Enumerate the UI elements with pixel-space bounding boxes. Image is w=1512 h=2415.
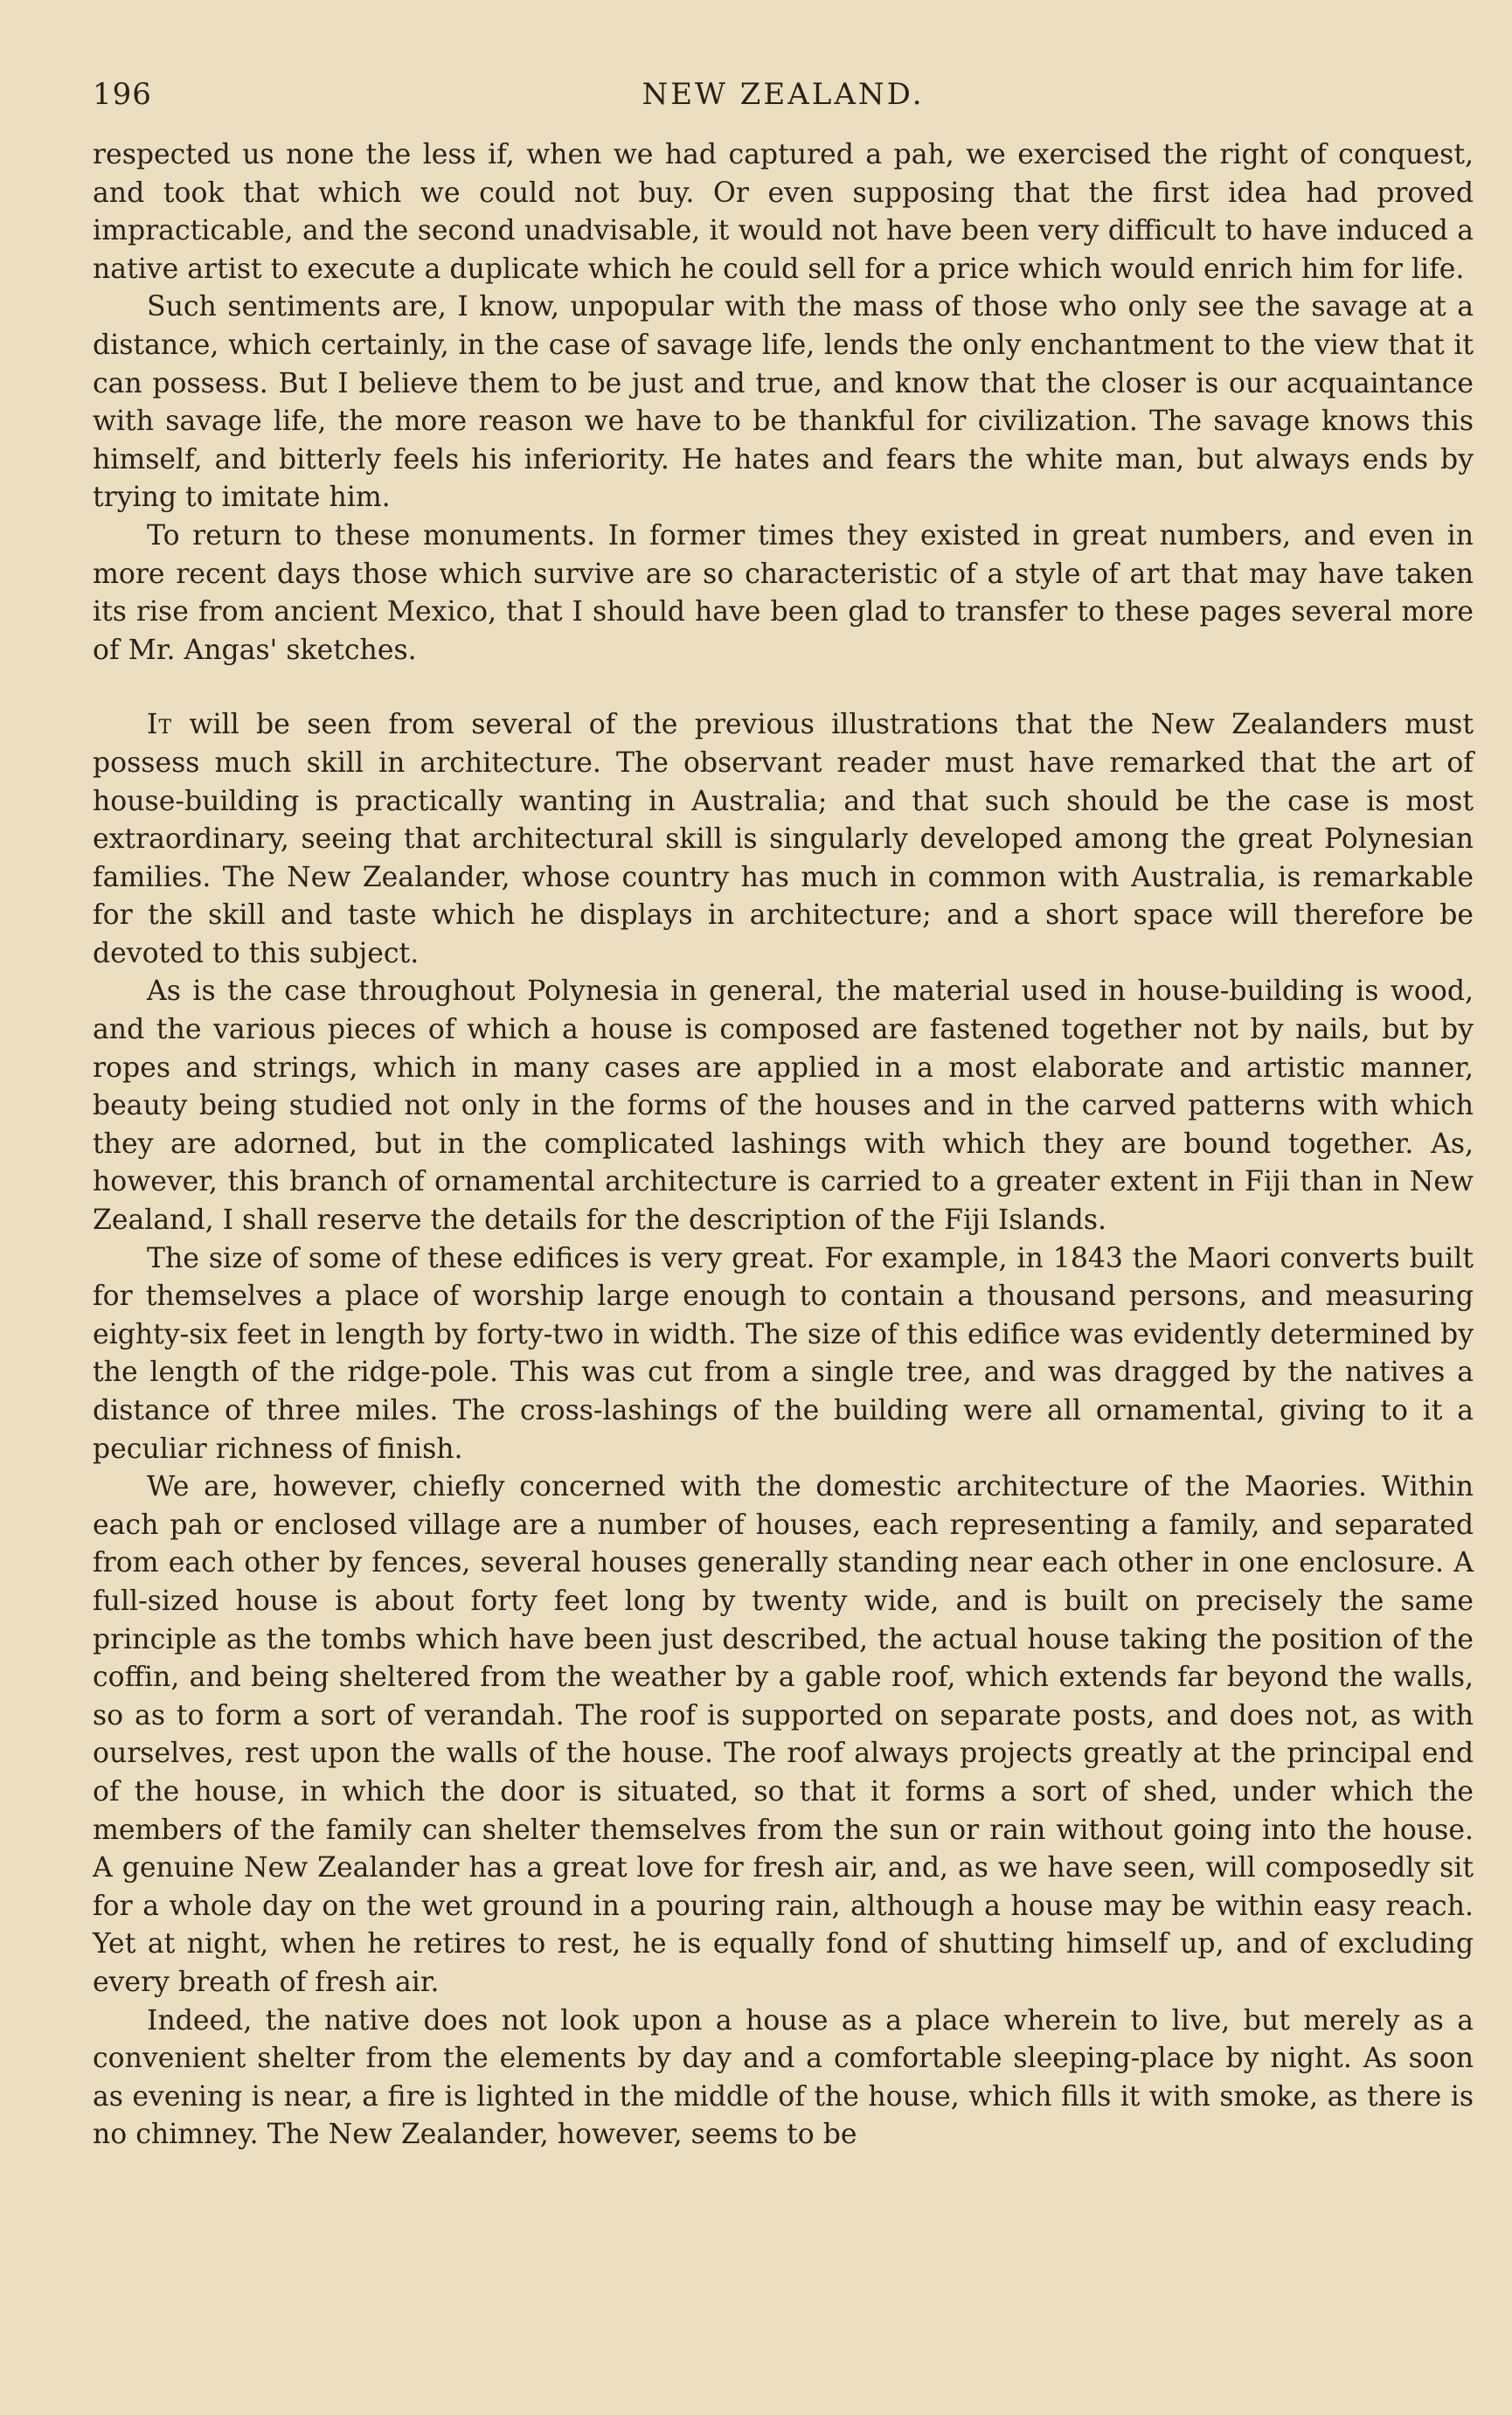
paragraph: We are, however, chiefly concerned with the domestic architecture of the Maories. Within each pah or enclosed village are a number of houses, each representing a family, and separated from each other by fences, several houses generally standing near each other in one enclosure. A full-sized house is about forty feet long by twenty wide, and is built on precisely the same principle as the tombs which have been just described, the actual house taking the position of the coffin, and being sheltered from the weather by a gable roof, which extends far beyond the walls, so as to form a sort of verandah. The roof is supported on separate posts, and does not, as with ourselves, rest upon the walls of the house. The roof always projects greatly at the principal end of the house, in which the door is situated, so that it forms a sort of shed, under which the members of the family can shelter themselves from the sun or rain without going into the house. A genuine New Zealander has a great love for fresh air, and, as we have seen, will composedly sit for a whole day on the wet ground in a pouring rain, although a house may be within easy reach. Yet at night, when he retires to rest, he is equally fond of shutting himself up, and of excluding every breath of fresh air.: [93, 1471, 1474, 1998]
paragraph-continued: respected us none the less if, when we had captured a pah, we exercised the right of conquest, and took that which we could not buy. Or even supposing that the first idea had proved impracticable, and the second unadvisable, it would not have been very difficult to have induced a native artist to execute a duplicate which he could sell for a price which would enrich him for life.: [93, 139, 1474, 285]
paragraph: As is the case throughout Polynesia in general, the material used in house-building is wood, and the various pieces of which a house is composed are fastened together not by nails, but by ropes and strings, which in many cases are applied in a most elaborate and artistic manner, beauty being studied not only in the forms of the houses and in the carved patterns with which they are adorned, but in the complicated lashings with which they are bound together. As, however, this branch of ornamental architecture is carried to a greater extent in Fiji than in New Zealand, I shall reserve the details for the description of the Fiji Islands.: [93, 975, 1474, 1237]
section-lead-word: It: [147, 709, 173, 741]
section-lead-text: will be seen from several of the previous illustrations that the New Zealanders must possess much skill in architecture. The observant reader must have remarked that the art of house-building is practically wanting in Australia; and that such should be the case is most extraordinary, seeing that architectural skill is singularly developed among the great Polynesian families. The New Zealander, whose country has much in common with Australia, is remarkable for the skill and taste which he displays in architecture; and a short space will therefore be devoted to this subject.: [93, 709, 1474, 969]
paragraph: Indeed, the native does not look upon a house as a place wherein to live, but merely as a convenient shelter from the elements by day and a comfortable sleeping-place by night. As soon as evening is near, a fire is lighted in the middle of the house, which fills it with smoke, as there is no chimney. The New Zealander, however, seems to be: [93, 2004, 1474, 2151]
page-number: 196: [93, 77, 152, 112]
paragraph: The size of some of these edifices is very great. For example, in 1843 the Maori converts built for themselves a place of worship large enough to contain a thousand persons, and measuring eighty-six feet in length by forty-two in width. The size of this edifice was evidently determined by the length of the ridge-pole. This was cut from a single tree, and was dragged by the natives a distance of three miles. The cross-lashings of the building were all ornamental, giving to it a peculiar richness of finish.: [93, 1242, 1474, 1465]
running-header: [93, 73, 1474, 126]
paragraph: Such sentiments are, I know, unpopular with the mass of those who only see the savage at a distance, which certainly, in the case of savage life, lends the only enchantment to the view that it can possess. But I believe them to be just and true, and know that the closer is our acquaintance with savage life, the more reason we have to be thankful for civilization. The savage knows this himself, and bitterly feels his inferiority. He hates and fears the white man, but always ends by trying to imitate him.: [93, 291, 1474, 514]
book-page: [93, 73, 1474, 2381]
paragraph-section-start: [93, 706, 1474, 973]
running-title: NEW ZEALAND.: [642, 77, 925, 112]
paragraph: To return to these monuments. In former times they existed in great numbers, and even in more recent days those which survive are so characteristic of a style of art that may have taken its rise from ancient Mexico, that I should have been glad to transfer to these pages several more of Mr. Angas' sketches.: [93, 519, 1474, 666]
section-break: [93, 670, 1474, 706]
body-text: [93, 136, 1474, 2155]
